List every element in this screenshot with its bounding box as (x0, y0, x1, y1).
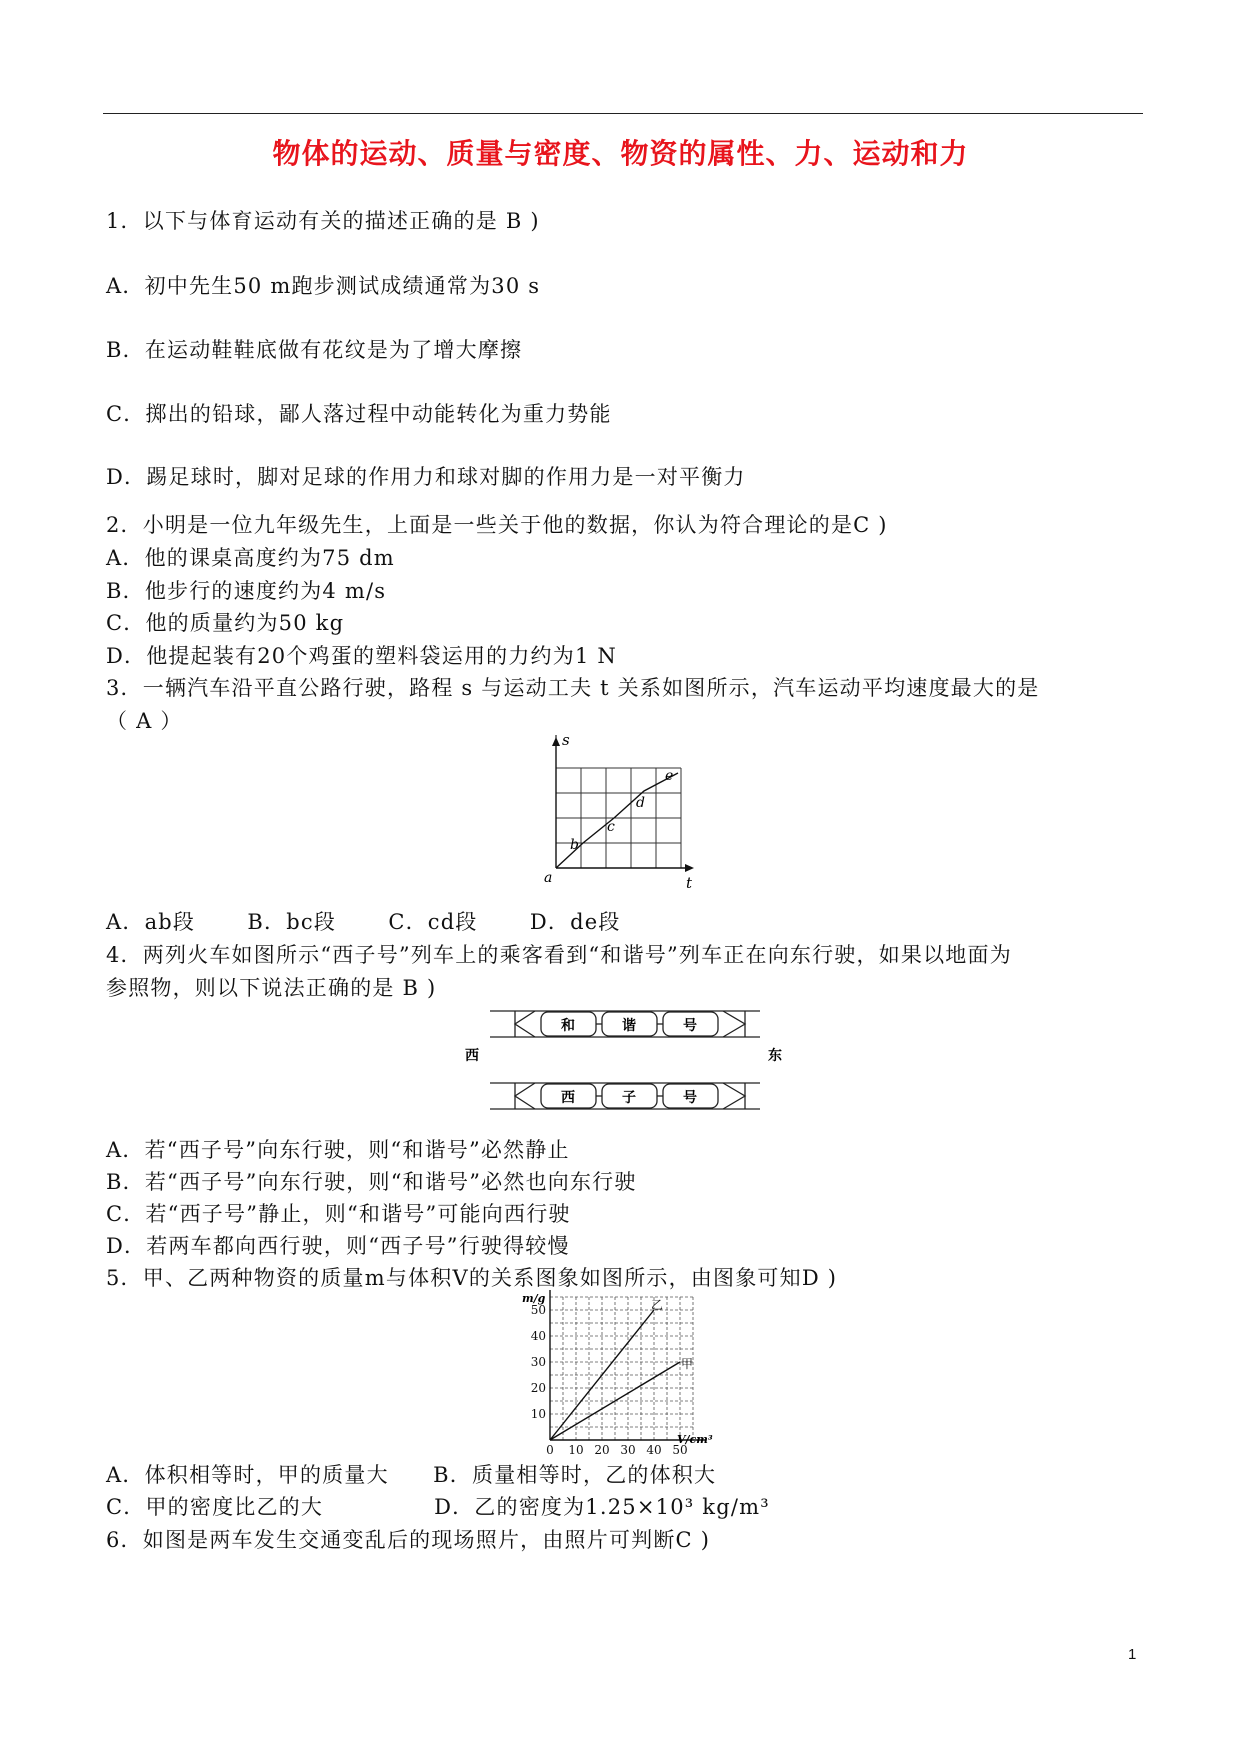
q4-option-a: A．若“西子号”向东行驶，则“和谐号”必然静止 (106, 1138, 570, 1162)
y-tick-label: 40 (530, 1329, 546, 1343)
q2-stem: 2．小明是一位九年级先生，上面是一些关于他的数据，你认为符合理论的是C ) (106, 513, 888, 537)
q2-option-b: B．他步行的速度约为4 m/s (106, 579, 387, 603)
q6-stem: 6．如图是两车发生交通变乱后的现场照片，由照片可判断C ) (106, 1528, 711, 1552)
q3-point-b: b (570, 837, 579, 853)
q4-train1-car1: 和 (561, 1018, 575, 1034)
q4-train2-car3: 号 (683, 1090, 697, 1106)
y-tick-label: 50 (530, 1303, 546, 1317)
x-tick-label: 0 (546, 1443, 554, 1455)
q1-option-a: A．初中先生50 m跑步测试成绩通常为30 s (106, 274, 541, 298)
q2-option-c: C．他的质量约为50 kg (106, 611, 345, 635)
q3-axis-label-s: s (562, 735, 570, 749)
q1-stem: 1．以下与体育运动有关的描述正确的是 B ) (106, 209, 540, 233)
x-tick-label: 10 (568, 1443, 584, 1455)
header-rule (103, 113, 1143, 114)
y-tick-label: 20 (530, 1381, 546, 1395)
y-tick-label: 10 (530, 1407, 546, 1421)
q5-xlabel: V/cm³ (677, 1433, 713, 1446)
q3-options: A．ab段 B．bc段 C．cd段 D．de段 (106, 910, 621, 934)
q5-grid (550, 1297, 693, 1440)
q4-train1-car3: 号 (683, 1018, 697, 1034)
q4-option-d: D．若两车都向西行驶，则“西子号”行驶得较慢 (106, 1234, 570, 1258)
series-label-1: 甲 (681, 1357, 694, 1371)
q4-trains-figure (455, 1005, 790, 1125)
x-tick-label: 40 (646, 1443, 662, 1455)
q4-stem-2: 参照物，则以下说法正确的是 B ) (106, 976, 437, 1000)
q3-stem-answer: （ A ） (106, 709, 183, 733)
q4-east-label: 东 (768, 1048, 782, 1064)
q5-stem: 5．甲、乙两种物资的质量m与体积V的关系图象如图所示，由图象可知D ) (106, 1266, 838, 1290)
q3-axis-label-t: t (686, 874, 693, 892)
q3-point-a: a (544, 870, 553, 886)
q3-curve (556, 773, 678, 868)
x-tick-label: 50 (672, 1443, 688, 1455)
q4-stem: 4．两列火车如图所示“西子号”列车上的乘客看到“和谐号”列车正在向东行驶，如果以地面为 (106, 943, 1012, 967)
q4-train2-car2: 子 (622, 1090, 636, 1106)
q4-train1-car2: 谐 (622, 1018, 636, 1034)
q4-option-c: C．若“西子号”静止，则“和谐号”可能向西行驶 (106, 1202, 571, 1226)
q2-option-a: A．他的课桌高度约为75 dm (106, 546, 395, 570)
q3-point-e: e (665, 768, 674, 784)
page-title: 物体的运动、质量与密度、物资的属性、力、运动和力 (272, 137, 969, 170)
q3-point-c: c (607, 819, 615, 835)
x-tick-label: 20 (594, 1443, 610, 1455)
q3-grid (556, 768, 681, 868)
q5-mass-volume-chart (515, 1290, 725, 1455)
q1-option-d: D．踢足球时，脚对足球的作用力和球对脚的作用力是一对平衡力 (106, 465, 746, 489)
page-number: 1 (1128, 1646, 1137, 1663)
y-tick-label: 30 (530, 1355, 546, 1369)
q5-ylabel: m/g (522, 1292, 546, 1305)
q3-distance-time-figure (540, 735, 700, 895)
q4-train2-car1: 西 (561, 1090, 575, 1106)
q1-option-c: C．掷出的铅球，鄙人落过程中动能转化为重力势能 (106, 402, 612, 426)
q3-point-d: d (636, 795, 645, 811)
q3-stem: 3．一辆汽车沿平直公路行驶，路程 s 与运动工夫 t 关系如图所示，汽车运动平均速度最大的是 (106, 676, 1040, 700)
x-tick-label: 30 (620, 1443, 636, 1455)
q2-option-d: D．他提起装有20个鸡蛋的塑料袋运用的力约为1 N (106, 644, 617, 668)
series-label-0: 乙 (651, 1298, 664, 1312)
q5-options-row2: C．甲的密度比乙的大 D．乙的密度为1.25×10³ kg/m³ (106, 1495, 770, 1519)
q4-option-b: B．若“西子号”向东行驶，则“和谐号”必然也向东行驶 (106, 1170, 637, 1194)
q1-option-b: B．在运动鞋鞋底做有花纹是为了增大摩擦 (106, 338, 523, 362)
q4-west-label: 西 (465, 1048, 479, 1064)
q5-options-row1: A．体积相等时，甲的质量大 B．质量相等时，乙的体积大 (106, 1463, 717, 1487)
